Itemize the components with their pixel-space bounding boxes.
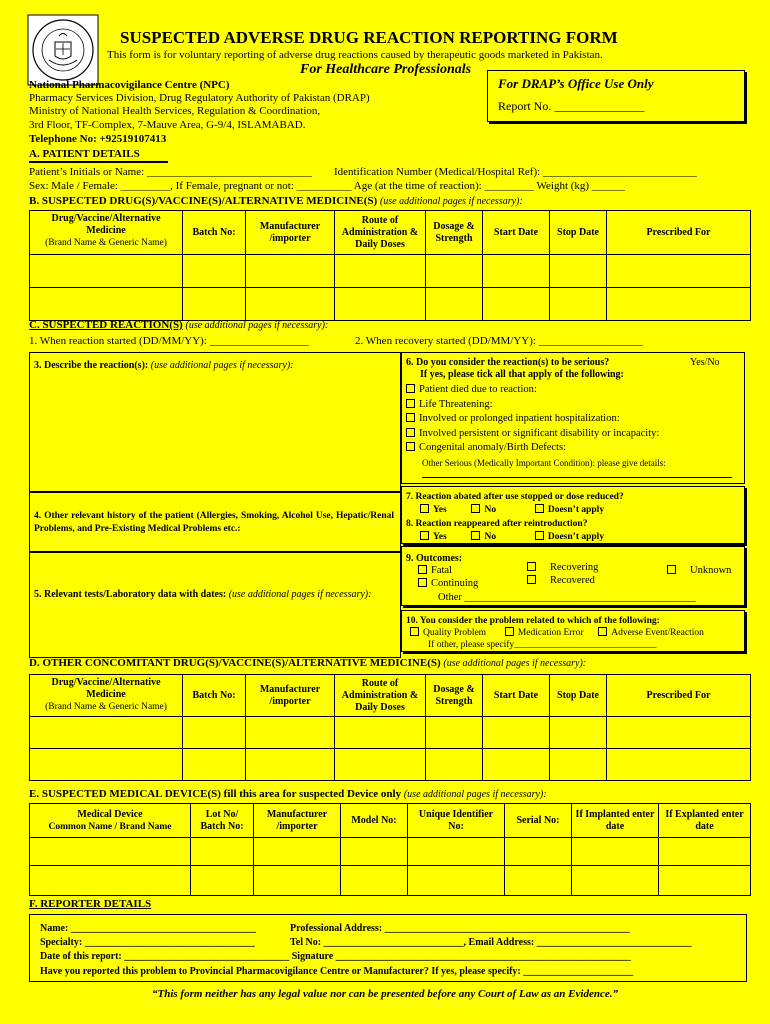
reporter-details-box	[29, 914, 747, 982]
option-hospitalization[interactable]	[406, 412, 659, 427]
col-stop-date: Stop Date	[550, 675, 607, 717]
q6-label: 6. Do you consider the reaction(s) to be serious?	[406, 357, 610, 368]
option-continuing[interactable]	[418, 577, 478, 590]
q8-yes-checkbox[interactable]	[420, 531, 429, 540]
option-label: Fatal	[431, 565, 452, 576]
npc-line1: Pharmacy Services Division, Drug Regulatory Authority of Pakistan (DRAP)	[29, 92, 370, 104]
q3-label: 3. Describe the reaction(s):	[34, 360, 149, 371]
npc-phone: Telephone No: +92519107413	[29, 133, 167, 145]
patient-initials-field[interactable]: Patient’s Initials or Name: ______________________________	[29, 166, 312, 178]
col-batch: Batch No:	[183, 211, 246, 255]
table-row[interactable]	[30, 288, 751, 321]
q7-options	[420, 504, 604, 517]
section-c-title	[29, 319, 328, 332]
quality-label: Quality Problem	[423, 628, 487, 638]
option-disability[interactable]	[406, 427, 659, 442]
date-signature-field[interactable]: Date of this report: _________________________________ Signature ___________________________________________________________	[40, 951, 631, 962]
q7-na-label: Doesn’t apply	[547, 505, 605, 515]
option-label: Unknown	[690, 565, 732, 576]
col-lot: Lot No/ Batch No:	[191, 804, 254, 838]
section-b-heading: B. SUSPECTED DRUG(S)/VACCINE(S)/ALTERNATIVE MEDICINE(S)	[29, 195, 378, 207]
col-explanted: If Explanted enter date	[659, 804, 751, 838]
option-unknown[interactable]	[667, 564, 731, 577]
recovery-start-field[interactable]: 2. When recovery started (DD/MM/YY): ___________________	[355, 335, 644, 347]
checkbox[interactable]	[406, 428, 415, 437]
section-b-note: (use additional pages if necessary):	[379, 196, 523, 207]
q8-options	[420, 531, 604, 544]
option-label: Continuing	[431, 578, 479, 589]
q9-label: 9. Outcomes:	[406, 553, 463, 564]
col-start-date: Start Date	[483, 211, 550, 255]
concomitant-drugs-table	[29, 674, 751, 781]
q8-no-label: No	[484, 532, 497, 542]
table-row[interactable]	[30, 255, 751, 288]
col-prescribed-for: Prescribed For	[607, 675, 751, 717]
col-device-sublabel: Common Name / Brand Name	[48, 821, 172, 832]
npc-name: National Pharmacovigilance Centre (NPC)	[29, 79, 230, 91]
adverse-label: Adverse Event/Reaction	[611, 628, 704, 638]
describe-reaction-box[interactable]	[29, 352, 401, 492]
outcome-left	[418, 564, 478, 590]
table-header-row	[30, 804, 751, 838]
checkbox[interactable]	[527, 575, 536, 584]
section-c-heading: C. SUSPECTED REACTION(S)	[29, 319, 183, 331]
report-no-field[interactable]: Report No. _______________	[498, 99, 645, 113]
option-label: Involved or prolonged inpatient hospitalization:	[419, 413, 620, 424]
q5-note: (use additional pages if necessary):	[228, 589, 372, 600]
option-congenital[interactable]	[406, 441, 659, 456]
office-use-box	[487, 70, 745, 122]
checkbox[interactable]	[406, 442, 415, 451]
option-label: Involved persistent or significant disability or incapacity:	[419, 427, 660, 439]
col-drug	[30, 211, 183, 255]
col-drug-label: Drug/Vaccine/Alternative Medicine	[51, 677, 161, 700]
col-manufacturer: Manufacturer /importer	[246, 675, 335, 717]
q7-yes-label: Yes	[433, 505, 447, 515]
q10-label: 10. You consider the problem related to which of the following:	[406, 616, 660, 626]
office-use-title: For DRAP’s Office Use Only	[498, 76, 654, 91]
professional-address-field[interactable]: Professional Address: _________________________________________________	[290, 923, 630, 934]
outcome-mid	[527, 561, 598, 587]
q6-sublabel: If yes, please tick all that apply of the following:	[420, 369, 624, 380]
other-serious-line[interactable]	[422, 477, 732, 478]
patient-history-box[interactable]	[29, 492, 401, 552]
tel-email-field[interactable]: Tel No: ____________________________, Email Address: _______________________________	[290, 937, 692, 948]
quality-checkbox[interactable]	[410, 627, 419, 636]
q6-yesno[interactable]: Yes/No	[690, 357, 720, 368]
q8-yes-label: Yes	[433, 532, 447, 542]
q4-label: 4. Other relevant history of the patient (Allergies, Smoking, Alcohol Use, Hepatic/Renal Problems, and Pre-Existing Medical Problems etc.:	[34, 511, 394, 534]
med-error-checkbox[interactable]	[505, 627, 514, 636]
col-model: Model No:	[341, 804, 408, 838]
adverse-checkbox[interactable]	[598, 627, 607, 636]
option-label: Recovered	[550, 575, 595, 586]
checkbox[interactable]	[418, 565, 427, 574]
section-e-note: (use additional pages if necessary):	[403, 789, 547, 800]
npc-line3: 3rd Floor, TF-Complex, 7-Mauve Area, G-9/4, ISLAMABAD.	[29, 119, 306, 131]
option-patient-died[interactable]	[406, 383, 659, 398]
q5-label	[34, 589, 394, 601]
option-recovering[interactable]	[527, 561, 598, 574]
q7-label: 7. Reaction abated after use stopped or dose reduced?	[406, 492, 624, 502]
form-title: SUSPECTED ADVERSE DRUG REACTION REPORTING FORM	[120, 28, 618, 47]
checkbox[interactable]	[418, 578, 427, 587]
checkbox[interactable]	[406, 384, 415, 393]
abated-reappeared-box	[401, 486, 745, 544]
col-batch: Batch No:	[183, 675, 246, 717]
q8-na-checkbox[interactable]	[535, 531, 544, 540]
col-dosage: Dosage & Strength	[426, 675, 483, 717]
table-row[interactable]	[30, 717, 751, 749]
reaction-start-field[interactable]: 1. When reaction started (DD/MM/YY): __________________	[29, 335, 309, 347]
sex-age-weight-field[interactable]: Sex: Male / Female: _________, If Female, pregnant or not: __________ Age (at the time of reaction): _________ Weight (kg) ______	[29, 180, 625, 192]
col-dosage: Dosage & Strength	[426, 211, 483, 255]
table-row[interactable]	[30, 749, 751, 781]
col-drug-sublabel: (Brand Name & Generic Name)	[45, 702, 167, 712]
q10-other-field[interactable]: If other, please specify______________________________	[428, 640, 657, 650]
other-serious-label: Other Serious (Medically Important Condition): please give details:	[422, 458, 666, 468]
form-subtitle: This form is for voluntary reporting of adverse drug reactions caused by therapeutic goods marketed in Pakistan.	[107, 49, 603, 61]
logo-emblem	[27, 14, 99, 86]
section-e-title	[29, 788, 547, 801]
reported-elsewhere-field[interactable]: Have you reported this problem to Provincial Pharmacovigilance Centre or Manufacturer? If yes, please specify: ______________________	[40, 966, 634, 977]
q7-no-checkbox[interactable]	[471, 504, 480, 513]
problem-type-box	[401, 610, 745, 652]
col-drug	[30, 675, 183, 717]
npc-line2: Ministry of National Health Services, Regulation & Coordination,	[29, 105, 321, 117]
option-label: Patient died due to reaction:	[419, 384, 537, 395]
col-device	[30, 804, 191, 838]
identification-number-field[interactable]: Identification Number (Medical/Hospital Ref): ____________________________	[334, 166, 697, 178]
checkbox[interactable]	[527, 562, 536, 571]
section-f-title: F. REPORTER DETAILS	[29, 898, 152, 910]
section-d-note: (use additional pages if necessary):	[443, 658, 587, 669]
col-device-label: Medical Device	[77, 808, 143, 820]
lab-data-box[interactable]	[29, 552, 401, 658]
option-fatal[interactable]	[418, 564, 478, 577]
medical-devices-table	[29, 803, 751, 896]
col-manufacturer: Manufacturer /importer	[254, 804, 341, 838]
col-udi: Unique Identifier No:	[408, 804, 505, 838]
q8-na-label: Doesn’t apply	[547, 532, 605, 542]
col-serial: Serial No:	[505, 804, 572, 838]
section-b-title	[29, 195, 523, 208]
col-stop-date: Stop Date	[550, 211, 607, 255]
q3-note: (use additional pages if necessary):	[150, 360, 294, 371]
q7-na-checkbox[interactable]	[535, 504, 544, 513]
outcomes-box	[401, 546, 745, 606]
table-header-row	[30, 675, 751, 717]
checkbox[interactable]	[406, 413, 415, 422]
suspected-drugs-table	[29, 210, 751, 321]
serious-options	[406, 383, 659, 456]
section-d-title	[29, 657, 586, 670]
q8-no-checkbox[interactable]	[471, 531, 480, 540]
table-row[interactable]	[30, 838, 751, 866]
audience-label: For Healthcare Professionals	[300, 62, 472, 77]
option-label: Recovering	[550, 562, 599, 573]
col-route: Route of Administration & Daily Doses	[335, 675, 426, 717]
serious-reaction-box	[401, 352, 745, 484]
col-drug-label: Drug/Vaccine/Alternative Medicine	[51, 213, 161, 236]
q7-no-label: No	[484, 505, 497, 515]
specialty-field[interactable]: Specialty: __________________________________	[40, 937, 255, 948]
section-d-heading: D. OTHER CONCOMITANT DRUG(S)/VACCINE(S)/ALTERNATIVE MEDICINE(S)	[29, 657, 441, 669]
col-manufacturer: Manufacturer /importer	[246, 211, 335, 255]
footer-disclaimer: “This form neither has any legal value nor can be presented before any Court of Law as an Evidence.”	[152, 988, 618, 1000]
q8-label: 8. Reaction reappeared after reintroduction?	[406, 519, 588, 529]
col-implanted: If Implanted enter date	[572, 804, 659, 838]
col-start-date: Start Date	[483, 675, 550, 717]
section-c-note: (use additional pages if necessary):	[185, 320, 329, 331]
med-error-label: Medication Error	[517, 628, 584, 638]
table-row[interactable]	[30, 866, 751, 896]
table-header-row	[30, 211, 751, 255]
option-label: Life Threatening:	[419, 398, 493, 410]
outcome-other-field[interactable]: Other ____________________________________________	[438, 592, 696, 603]
option-life-threatening[interactable]	[406, 398, 659, 413]
checkbox[interactable]	[667, 565, 676, 574]
q5-heading: 5. Relevant tests/Laboratory data with dates:	[34, 589, 227, 600]
col-prescribed-for: Prescribed For	[607, 211, 751, 255]
q7-yes-checkbox[interactable]	[420, 504, 429, 513]
option-recovered[interactable]	[527, 574, 598, 587]
col-drug-sublabel: (Brand Name & Generic Name)	[45, 238, 167, 248]
reporter-name-field[interactable]: Name: _____________________________________	[40, 923, 256, 934]
section-e-heading: E. SUSPECTED MEDICAL DEVICE(S) fill this area for suspected Device only	[29, 788, 402, 800]
checkbox[interactable]	[406, 399, 415, 408]
describe-reaction-label	[34, 359, 293, 372]
section-a-title: A. PATIENT DETAILS	[29, 148, 168, 163]
col-route: Route of Administration & Daily Doses	[335, 211, 426, 255]
option-label: Congenital anomaly/Birth Defects:	[419, 442, 566, 453]
